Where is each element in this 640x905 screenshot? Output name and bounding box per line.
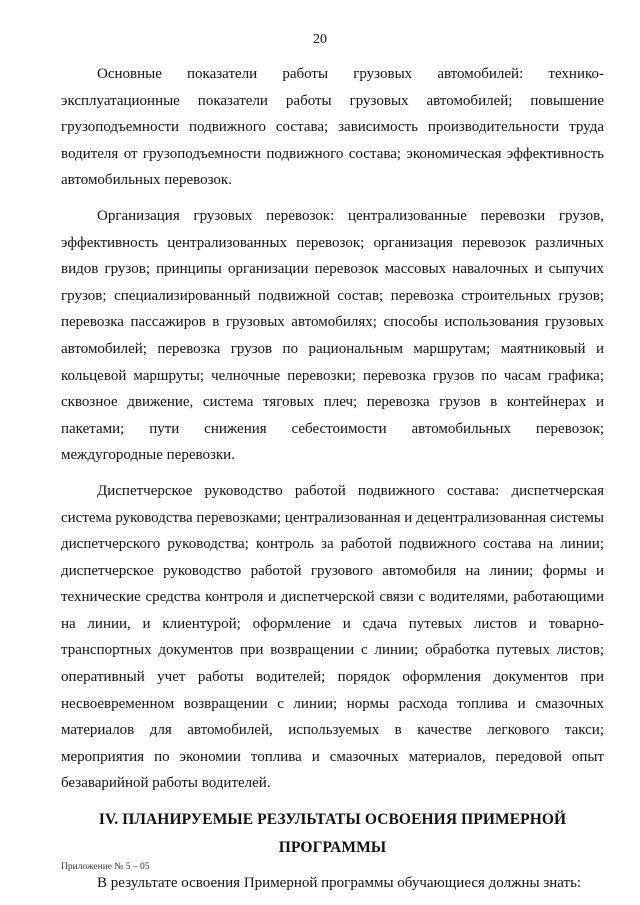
intro-sentence: В результате освоения Примерной программы обучающиеся должны знать: xyxy=(97,875,582,892)
page-number: 20 xyxy=(313,32,327,47)
section-heading: IV. ПЛАНИРУЕМЫЕ РЕЗУЛЬТАТЫ ОСВОЕНИЯ ПРИМЕРНОЙ ПРОГРАММЫ xyxy=(98,811,567,857)
page-content xyxy=(61,61,604,897)
paragraph-freight-organization: Организация грузовых перевозок: централизованные перевозки грузов, эффективность централизованных перевозок; организация перевозок различных видов грузов; принципы организации перевозок массовых навалочных и сыпучих грузов; специализированный подвижной состав; перевозка строительных грузов; перевозка пассажиров в грузовых автомобилях; способы использования грузовых автомобилей; перевозка грузов по рациональным маршрутам; маятниковый и кольцевой маршруты; челночные перевозки; перевозка грузов по часам графика; сквозное движение, система тяговых плеч; перевозка грузов в контейнерах и пакетами; пути снижения себестоимости автомобильных перевозок; междугородные перевозки. xyxy=(61,207,604,464)
paragraph-performance-indicators: Основные показатели работы грузовых автомобилей: технико-эксплуатационные показатели работы грузовых автомобилей; повышение грузоподъемности подвижного состава; зависимость производительности труда водителя от грузоподъемности подвижного состава; экономическая эффективность автомобильных перевозок. xyxy=(61,66,604,189)
paragraph-dispatch-management: Диспетчерское руководство работой подвижного состава: диспетчерская система руководства перевозками; централизованная и децентрализованная системы диспетчерского руководства; контроль за работой подвижного состава на линии; диспетчерское руководство работой грузового автомобиля на линии; формы и технические средства контроля и диспетчерской связи с водителями, работающими на линии, и клиентурой; оформление и сдача путевых листов и товарно-транспортных документов при возвращении с линии; обработка путевых листов; оперативный учет работы водителей; порядок оформления документов при несвоевременном возвращении с линии; нормы расхода топлива и смазочных материалов для автомобилей, используемых в качестве легкового такси; мероприятия по экономии топлива и смазочных материалов, передовой опыт безаварийной работы водителей. xyxy=(61,482,604,792)
footer-note: Приложение № 5 – 05 xyxy=(61,862,150,872)
